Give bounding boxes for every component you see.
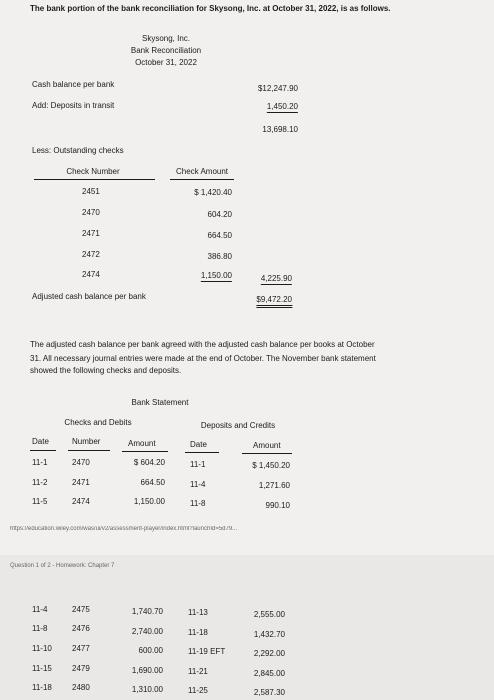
col-dep-amount-header: Amount (253, 441, 281, 450)
stmt-date: 11-2 (32, 478, 48, 487)
check-amount: 604.20 (207, 210, 232, 219)
stmt-date: 11-5 (32, 497, 48, 506)
check-number: 2471 (82, 229, 100, 238)
stmt-dep-date: 11-8 (190, 499, 206, 508)
subtotal-value: 13,698.10 (262, 125, 298, 134)
recon-title: Bank Reconciliation (130, 46, 202, 55)
stmt-amount: 2,740.00 (131, 627, 163, 636)
stmt-amount: 1,310.00 (131, 685, 163, 694)
outstanding-total: 4,225.90 (260, 274, 292, 283)
stmt-number: 2471 (72, 478, 90, 487)
header-rule (122, 451, 168, 452)
recon-date: October 31, 2022 (135, 58, 197, 67)
stmt-dep-amount: 2,845.00 (253, 669, 285, 678)
cash-balance-value: $12,247.90 (257, 84, 298, 93)
paragraph-line: 31. All necessary journal entries were made at the end of October. The November bank statement (30, 354, 376, 363)
company-name: Skysong, Inc. (141, 34, 191, 43)
stmt-dep-date: 11-19 EFT (188, 647, 226, 656)
stmt-amount: 1,740.70 (131, 607, 163, 616)
stmt-date: 11-15 (32, 664, 52, 673)
check-number: 2474 (82, 270, 100, 279)
page-url: https://education.wiley.com/was/ui/v2/assessment-player/index.html?launchId=5d79... (10, 526, 238, 532)
stmt-amount: 1,690.00 (131, 666, 163, 675)
stmt-number: 2475 (72, 605, 90, 614)
stmt-date: 11-1 (32, 458, 48, 467)
col-dep-date-header: Date (190, 440, 207, 449)
header-rule (242, 453, 292, 454)
stmt-dep-date: 11-25 (188, 686, 208, 695)
deposits-in-transit-value: 1,450.20 (266, 102, 298, 111)
check-number-rule (34, 179, 155, 180)
stmt-number: 2474 (72, 497, 90, 506)
stmt-amount: 664.50 (140, 478, 165, 487)
add-deposits-label: Add: Deposits in transit (32, 101, 115, 110)
col-amount-header: Amount (128, 439, 156, 448)
stmt-dep-amount: 2,292.00 (253, 649, 285, 658)
stmt-dep-amount: $ 1,450.20 (252, 461, 290, 470)
check-number: 2472 (82, 250, 100, 259)
check-amount-header: Check Amount (175, 167, 229, 176)
stmt-dep-date: 11-1 (190, 460, 206, 469)
stmt-dep-amount: 2,555.00 (253, 610, 285, 619)
stmt-number: 2476 (72, 624, 90, 633)
checks-debits-header: Checks and Debits (64, 418, 132, 427)
check-amount: 1,150.00 (200, 271, 232, 280)
stmt-dep-date: 11-13 (188, 608, 208, 617)
cash-balance-label: Cash balance per bank (32, 80, 115, 89)
check-amount-rule (170, 179, 234, 180)
stmt-dep-amount: 1,432.70 (253, 630, 285, 639)
less-outstanding-label: Less: Outstanding checks (32, 146, 124, 155)
check-number: 2451 (82, 187, 100, 196)
stmt-number: 2477 (72, 644, 90, 653)
stmt-number: 2470 (72, 458, 90, 467)
adjusted-balance-label: Adjusted cash balance per bank (32, 292, 146, 301)
check-number-header: Check Number (66, 167, 120, 176)
stmt-amount: 1,150.00 (133, 497, 165, 506)
header-rule (68, 450, 110, 451)
check-number: 2470 (82, 208, 100, 217)
header-rule (185, 452, 219, 453)
stmt-amount: 600.00 (138, 646, 163, 655)
stmt-dep-amount: 2,587.30 (253, 688, 285, 697)
check-amount: 386.80 (207, 252, 232, 261)
paragraph-line: The adjusted cash balance per bank agreed with the adjusted cash balance per books at October (30, 340, 375, 349)
header-rule (30, 450, 56, 451)
statement-title: Bank Statement (131, 398, 189, 407)
stmt-dep-date: 11-18 (188, 628, 208, 637)
stmt-date: 11-8 (32, 624, 48, 633)
stmt-dep-date: 11-4 (190, 480, 206, 489)
intro-text: The bank portion of the bank reconciliation for Skysong, Inc. at October 31, 2022, is as follows. (30, 4, 391, 13)
col-number-header: Number (72, 437, 101, 446)
stmt-date: 11-4 (32, 605, 48, 614)
paragraph-line: showed the following checks and deposits. (30, 366, 182, 375)
stmt-dep-date: 11-21 (188, 667, 208, 676)
col-date-header: Date (32, 437, 49, 446)
adjusted-balance-value: $9,472.20 (256, 295, 292, 308)
stmt-amount: $ 604.20 (133, 458, 165, 467)
question-label: Question 1 of 2 - Homework: Chapter 7 (10, 563, 115, 569)
deposits-credits-header: Deposits and Credits (200, 421, 276, 430)
check-amount: 664.50 (207, 231, 232, 240)
stmt-date: 11-10 (32, 644, 52, 653)
stmt-number: 2480 (72, 683, 90, 692)
stmt-dep-amount: 1,271.60 (258, 481, 290, 490)
check-amount: $ 1,420.40 (194, 188, 232, 197)
stmt-number: 2479 (72, 664, 90, 673)
stmt-date: 11-18 (32, 683, 52, 692)
stmt-dep-amount: 990.10 (265, 501, 290, 510)
